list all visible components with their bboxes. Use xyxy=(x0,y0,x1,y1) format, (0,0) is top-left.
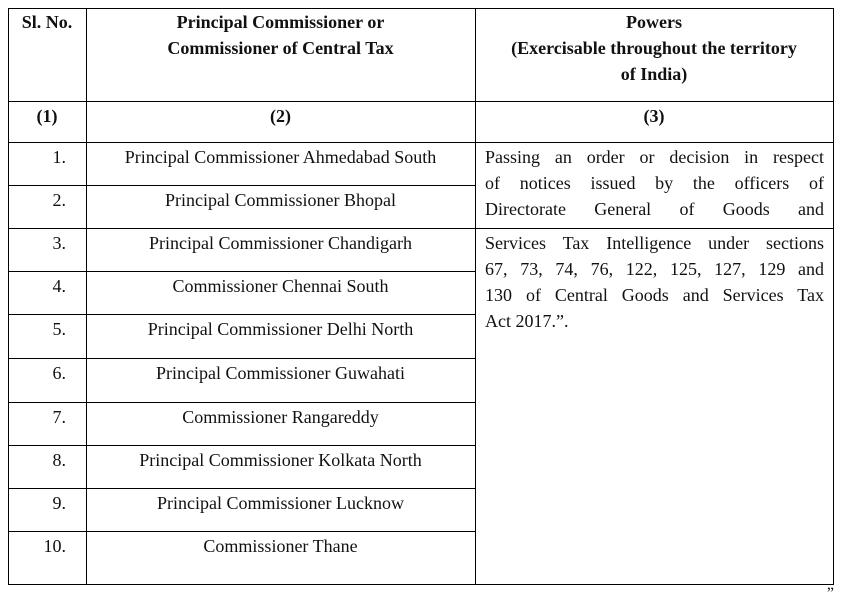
header-sl-no: Sl. No. xyxy=(21,12,73,32)
powers-line: Services Tax Intelligence under sections xyxy=(485,233,824,253)
row-number: 7. xyxy=(52,407,66,427)
table-border-bottom xyxy=(8,584,834,585)
commissioner-name: Principal Commissioner Guwahati xyxy=(156,363,405,383)
header-powers-line2: (Exercisable throughout the territory xyxy=(511,38,797,58)
header-powers xyxy=(475,9,833,87)
commissioner-name: Commissioner Rangareddy xyxy=(182,407,379,427)
row-number: 4. xyxy=(52,276,66,296)
page-break-line xyxy=(8,228,834,229)
row-divider xyxy=(8,402,476,403)
header-commissioner xyxy=(86,9,475,61)
powers-text-part-b xyxy=(485,230,824,334)
row-divider xyxy=(8,531,476,532)
commissioner-name: Principal Commissioner Kolkata North xyxy=(139,450,422,470)
powers-line: 130 of Central Goods and Services Tax xyxy=(485,285,824,305)
row-number: 2. xyxy=(52,190,66,210)
row-divider xyxy=(8,271,476,272)
column-divider-2 xyxy=(475,8,476,584)
row-number: 1. xyxy=(52,147,66,167)
commissioner-name: Principal Commissioner Lucknow xyxy=(157,493,404,513)
row-divider xyxy=(8,488,476,489)
powers-line: of notices issued by the officers of xyxy=(485,173,824,193)
header-commissioner-line1: Principal Commissioner or xyxy=(176,12,385,32)
closing-quote: ” xyxy=(826,585,834,602)
row-number: 9. xyxy=(52,493,66,513)
powers-line: Directorate General of Goods and xyxy=(485,199,824,219)
commissioner-name: Principal Commissioner Delhi North xyxy=(147,319,414,339)
powers-text-part-a xyxy=(485,144,824,222)
powers-line: Passing an order or decision in respect xyxy=(485,147,824,167)
row-number: 6. xyxy=(52,363,66,383)
colnum-1: (1) xyxy=(36,106,58,126)
row-divider xyxy=(8,358,476,359)
row-number: 10. xyxy=(43,536,66,556)
column-number-divider xyxy=(8,142,834,143)
commissioner-name: Principal Commissioner Chandigarh xyxy=(149,233,412,253)
row-divider xyxy=(8,185,476,186)
powers-line: 67, 73, 74, 76, 122, 125, 127, 129 and xyxy=(485,259,824,279)
row-number: 8. xyxy=(52,450,66,470)
row-divider xyxy=(8,314,476,315)
row-divider xyxy=(8,445,476,446)
commissioner-name: Commissioner Thane xyxy=(203,536,358,556)
header-powers-line1: Powers xyxy=(626,12,682,32)
powers-line: Act 2017.”. xyxy=(485,311,569,331)
header-powers-line3: of India) xyxy=(620,64,688,84)
table-border-right xyxy=(833,8,834,584)
commissioner-name: Principal Commissioner Ahmedabad South xyxy=(124,147,437,167)
row-number: 5. xyxy=(52,319,66,339)
commissioner-name: Commissioner Chennai South xyxy=(172,276,389,296)
colnum-2: (2) xyxy=(270,106,291,126)
row-number: 3. xyxy=(52,233,66,253)
header-divider xyxy=(8,101,834,102)
header-commissioner-line2: Commissioner of Central Tax xyxy=(167,38,394,58)
commissioner-name: Principal Commissioner Bhopal xyxy=(165,190,396,210)
colnum-3: (3) xyxy=(643,106,665,126)
